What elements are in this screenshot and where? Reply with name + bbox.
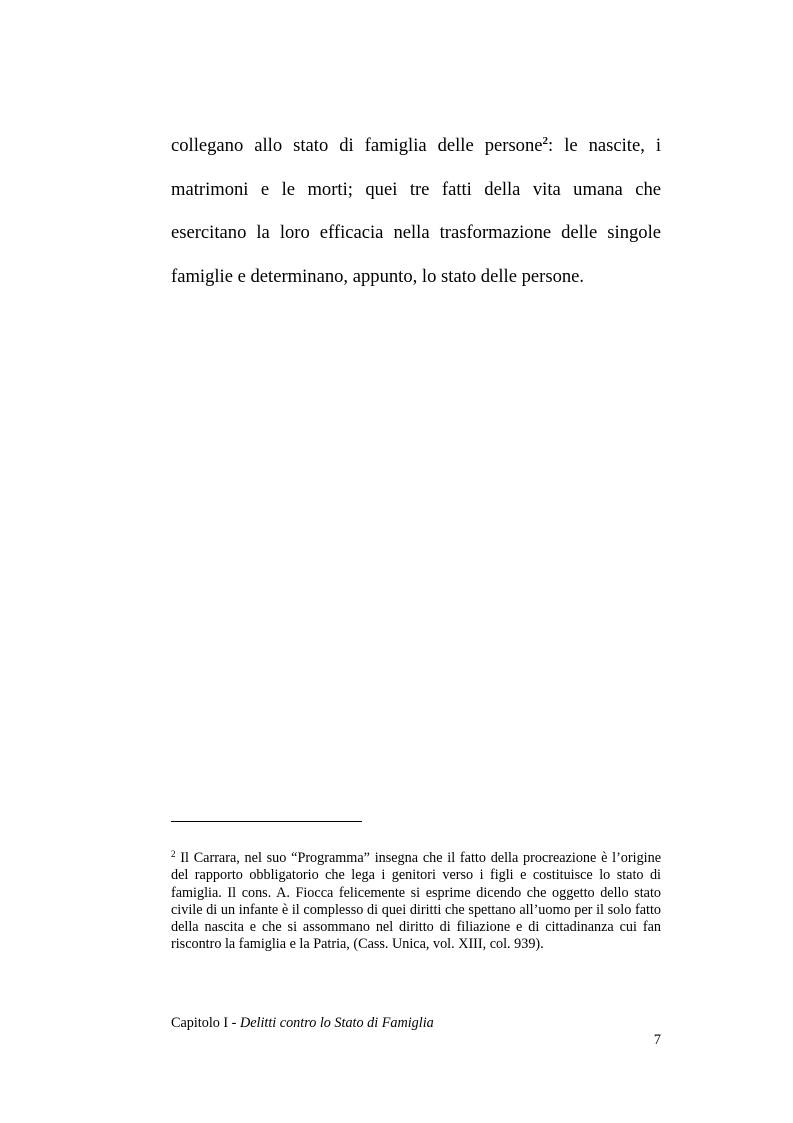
footnote-separator [171, 821, 362, 822]
footnote-text: Il Carrara, nel suo “Programma” insegna che il fatto della procreazione è l’origine del rapporto obbligatorio che lega i genitori verso i figli e costituisce lo stato di famiglia. Il cons. A. Fiocca felicemente si esprime dicendo che oggetto dello stato civile di un infante è il complesso di quei diritti che spettano all’uomo per il solo fatto della nascita e che si assommano nel diritto di filiazione e di cittadinanza cui fan riscontro la famiglia e la Patria, (Cass. Unica, vol. XIII, col. 939). [171, 850, 661, 953]
page-number: 7 [653, 1032, 661, 1048]
body-text-start: collegano allo stato di famiglia delle persone [171, 135, 543, 156]
footnote-number: 2 [171, 849, 176, 859]
footnote [171, 850, 661, 954]
footer-chapter-title: Delitti contro lo Stato di Famiglia [239, 1015, 434, 1031]
footnote-reference[interactable]: 2 [542, 135, 549, 147]
footer-chapter: Capitolo I - [171, 1015, 240, 1031]
body-paragraph [171, 124, 661, 298]
body-text-end: : le nascite, i matrimoni e le morti; quei tre fatti della vita umana che esercitano la loro efficacia nella trasformazione delle singole famiglie e determinano, appunto, lo stato delle persone. [171, 135, 662, 287]
running-footer [171, 1015, 434, 1032]
